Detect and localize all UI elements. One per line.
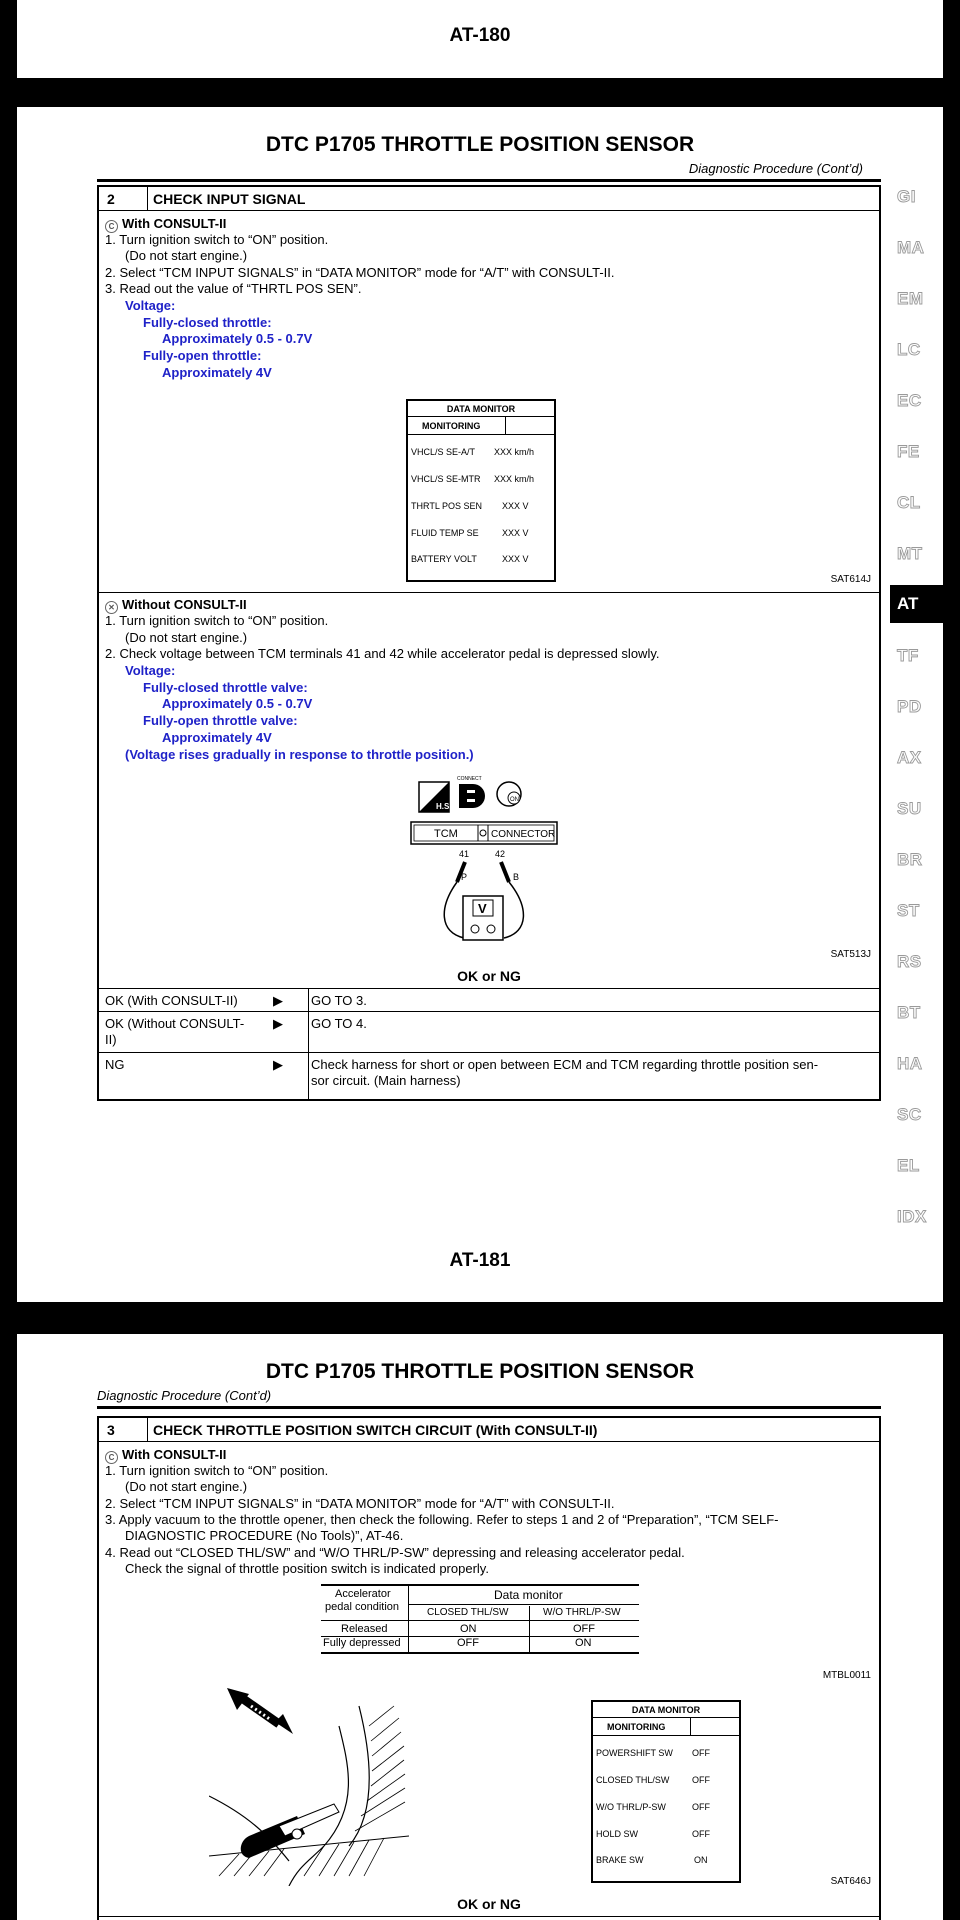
monitor-item: BATTERY VOLT	[411, 554, 477, 564]
result-action: GO TO 4.	[311, 1016, 367, 1031]
with-consult-heading: C With CONSULT-II	[105, 1447, 226, 1464]
switch-condition-table: Accelerator pedal condition Data monitor CLOSED THL/SW W/O THRL/P-SW Released ON OFF Fully depressed OFF ON	[321, 1584, 639, 1654]
probe-p-label: P	[461, 872, 468, 882]
section-tab-lc[interactable]: LC	[897, 340, 921, 359]
with-consult-heading: C With CONSULT-II	[105, 216, 226, 233]
section-tab-tf[interactable]: TF	[897, 646, 919, 665]
monitor-item: CLOSED THL/SW	[596, 1775, 670, 1785]
section-tab-gi[interactable]: GI	[897, 187, 916, 206]
arrow-icon: ▶	[273, 993, 283, 1008]
section-tab-ax[interactable]: AX	[897, 748, 922, 767]
data-monitor-screen	[406, 399, 556, 582]
monitor-value: OFF	[692, 1802, 710, 1812]
instruction-line: 2. Select “TCM INPUT SIGNALS” in “DATA MONITOR” mode for “A/T” with CONSULT-II.	[105, 1496, 615, 1511]
figure-reference: SAT614J	[830, 574, 871, 585]
instruction-line: (Do not start engine.)	[125, 630, 248, 645]
monitor-value: OFF	[692, 1775, 710, 1785]
step-number: 3	[107, 1422, 115, 1438]
section-tab-mt[interactable]: MT	[897, 544, 923, 563]
table-cell: ON	[460, 1623, 477, 1635]
instruction-line: Check the signal of throttle position switch is indicated properly.	[125, 1561, 489, 1576]
section-tab-bt[interactable]: BT	[897, 1003, 921, 1022]
probe-b-label: B	[513, 872, 520, 882]
result-action: GO TO 3.	[311, 993, 367, 1008]
spec-line: Approximately 0.5 - 0.7V	[162, 331, 313, 346]
section-tab-pd[interactable]: PD	[897, 697, 922, 716]
section-tab-cl[interactable]: CL	[897, 493, 921, 512]
step-header	[99, 1418, 879, 1442]
instruction-line: 3. Apply vacuum to the throttle opener, then check the following. Refer to steps 1 and 2 of “Preparation”, “TCM SELF-	[105, 1512, 779, 1527]
result-row: NG ▶ Check harness for short or open between ECM and TCM regarding throttle position sen- sor circuit. (Main harness)	[105, 1057, 819, 1088]
monitor-value: XXX V	[502, 501, 529, 511]
monitor-value: ON	[694, 1855, 708, 1865]
table-cell: OFF	[573, 1623, 595, 1635]
instruction-line: 1. Turn ignition switch to “ON” position.	[105, 613, 329, 628]
section-tab-ha[interactable]: HA	[897, 1054, 923, 1073]
spec-line: (Voltage rises gradually in response to throttle position.)	[125, 747, 474, 762]
monitor-value: OFF	[692, 1748, 710, 1758]
section-tab-su[interactable]: SU	[897, 799, 922, 818]
ok-or-ng-label: OK or NG	[457, 968, 521, 984]
result-condition: OK (Without CONSULT-	[105, 1016, 245, 1031]
arrow-icon: ▶	[273, 1016, 283, 1031]
page-number: AT-180	[449, 25, 511, 46]
result-table	[99, 989, 879, 1099]
section-tab-em[interactable]: EM	[897, 289, 924, 308]
hs-icon	[419, 782, 452, 812]
section-divider	[99, 592, 879, 593]
result-condition: OK (With CONSULT-II)	[105, 993, 238, 1008]
monitoring-bar: MONITORING	[408, 417, 554, 435]
column-header: Accelerator	[335, 1588, 391, 1600]
without-consult-heading: ✕ Without CONSULT-II	[105, 597, 247, 614]
monitor-item: THRTL POS SEN	[411, 501, 483, 511]
instruction-line: 1. Turn ignition switch to “ON” position.	[105, 1463, 329, 1478]
monitor-item: BRAKE SW	[596, 1855, 644, 1865]
section-tab-idx[interactable]: IDX	[897, 1207, 927, 1226]
spec-line: Fully-open throttle:	[143, 348, 262, 363]
monitor-value: XXX V	[502, 528, 529, 538]
page-at-180	[17, 0, 943, 78]
spec-line: Approximately 4V	[162, 730, 272, 745]
instruction-line: (Do not start engine.)	[125, 248, 248, 263]
step-3-box	[97, 1416, 881, 1920]
no-consult-icon: ✕	[105, 601, 118, 614]
section-tab-br[interactable]: BR	[897, 850, 923, 869]
table-cell: OFF	[457, 1637, 479, 1649]
voltmeter-label: V	[478, 901, 487, 916]
column-header: W/O THRL/P-SW	[543, 1607, 621, 1618]
instruction-line: (Do not start engine.)	[125, 1479, 248, 1494]
connect-label: CONNECT	[457, 776, 482, 782]
monitor-value: OFF	[692, 1829, 710, 1839]
instruction-line: 3. Read out the value of “THRTL POS SEN”.	[105, 281, 362, 296]
section-tab-el[interactable]: EL	[897, 1156, 920, 1175]
step-number: 2	[107, 191, 115, 207]
accelerator-pedal-illustration	[209, 1686, 409, 1886]
section-tab-ec[interactable]: EC	[897, 391, 922, 410]
monitor-item: HOLD SW	[596, 1829, 639, 1839]
title-rule	[97, 1406, 881, 1409]
consult-icon: C	[105, 1451, 118, 1464]
pin-41-label: 41	[459, 849, 470, 859]
section-tab-rs[interactable]: RS	[897, 952, 922, 971]
monitor-item: W/O THRL/P-SW	[596, 1802, 666, 1812]
instruction-line: 2. Check voltage between TCM terminals 41 and 42 while accelerator pedal is depressed slowly.	[105, 646, 660, 661]
spec-line: Fully-open throttle valve:	[143, 713, 298, 728]
spec-line: Approximately 0.5 - 0.7V	[162, 696, 313, 711]
spec-line: Fully-closed throttle valve:	[143, 680, 308, 695]
section-tab-sc[interactable]: SC	[897, 1105, 922, 1124]
monitor-item: POWERSHIFT SW	[596, 1748, 673, 1758]
connect-icon	[459, 784, 485, 808]
step-2-box	[97, 185, 881, 1101]
monitor-item: VHCL/S SE-MTR	[411, 474, 481, 484]
connector-label: CONNECTOR	[491, 829, 556, 840]
ok-or-ng-label: OK or NG	[457, 1896, 521, 1912]
data-monitor-title: DATA MONITOR	[408, 401, 554, 417]
svg-text:H.S.: H.S.	[436, 802, 452, 811]
monitor-value: XXX km/h	[494, 474, 535, 484]
section-tab-fe[interactable]: FE	[897, 442, 920, 461]
spec-line: Voltage:	[125, 298, 176, 313]
ignition-key-icon	[497, 782, 521, 806]
step-title: CHECK INPUT SIGNAL	[153, 191, 306, 207]
figure-reference: SAT646J	[830, 1876, 871, 1887]
step-title: CHECK THROTTLE POSITION SWITCH CIRCUIT (With CONSULT-II)	[153, 1422, 598, 1438]
result-row	[99, 989, 879, 1011]
step-header	[99, 187, 879, 211]
result-row: OK (Without CONSULT- II) ▶ GO TO 4.	[105, 1016, 367, 1047]
table-cell: Released	[341, 1623, 388, 1635]
monitoring-bar: MONITORING	[593, 1718, 739, 1736]
figure-reference: MTBL0011	[822, 1670, 871, 1681]
data-monitor-title: DATA MONITOR	[593, 1702, 739, 1718]
spec-line: Voltage:	[125, 663, 176, 678]
tcm-label: TCM	[434, 828, 458, 840]
spec-line: Fully-closed throttle:	[143, 315, 272, 330]
monitor-item: VHCL/S SE-A/T	[411, 447, 476, 457]
monitor-value: XXX km/h	[494, 447, 535, 457]
page-subtitle: Diagnostic Procedure (Cont’d)	[97, 1388, 272, 1403]
page-at-181	[17, 107, 943, 1302]
column-header: CLOSED THL/SW	[427, 1607, 509, 1618]
monitor-item: FLUID TEMP SE	[411, 528, 479, 538]
data-monitor-screen	[591, 1700, 741, 1883]
column-header: Data monitor	[494, 1588, 563, 1602]
instruction-line: 2. Select “TCM INPUT SIGNALS” in “DATA MONITOR” mode for “A/T” with CONSULT-II.	[105, 265, 615, 280]
title-rule	[97, 179, 881, 182]
result-condition: NG	[105, 1057, 125, 1072]
table-cell: Fully depressed	[323, 1637, 401, 1649]
instruction-line: 1. Turn ignition switch to “ON” position.	[105, 232, 329, 247]
consult-icon: C	[105, 220, 118, 233]
instruction-line: DIAGNOSTIC PROCEDURE (No Tools)”, AT-46.	[125, 1528, 404, 1543]
pin-42-label: 42	[495, 849, 506, 859]
instruction-line: 4. Read out “CLOSED THL/SW” and “W/O THRL/P-SW” depressing and releasing accelerator pedal.	[105, 1545, 685, 1560]
tcm-voltage-diagram	[409, 772, 559, 942]
result-action: Check harness for short or open between ECM and TCM regarding throttle position sen-	[311, 1057, 819, 1072]
figure-reference: SAT513J	[830, 949, 871, 960]
monitor-value: XXX V	[502, 554, 529, 564]
spec-line: Approximately 4V	[162, 365, 272, 380]
svg-text:ON: ON	[510, 797, 519, 803]
page-subtitle: Diagnostic Procedure (Cont’d)	[688, 161, 863, 176]
section-tab-st[interactable]: ST	[897, 901, 920, 920]
section-tab-ma[interactable]: MA	[897, 238, 925, 257]
page-title: DTC P1705 THROTTLE POSITION SENSOR	[265, 1360, 695, 1383]
page-at-182	[17, 1334, 943, 1920]
page-number: AT-181	[449, 1250, 511, 1271]
page-title: DTC P1705 THROTTLE POSITION SENSOR	[265, 133, 695, 156]
section-tab-at-active[interactable]: AT	[890, 585, 960, 623]
arrow-icon: ▶	[273, 1057, 283, 1072]
table-cell: ON	[575, 1637, 592, 1649]
